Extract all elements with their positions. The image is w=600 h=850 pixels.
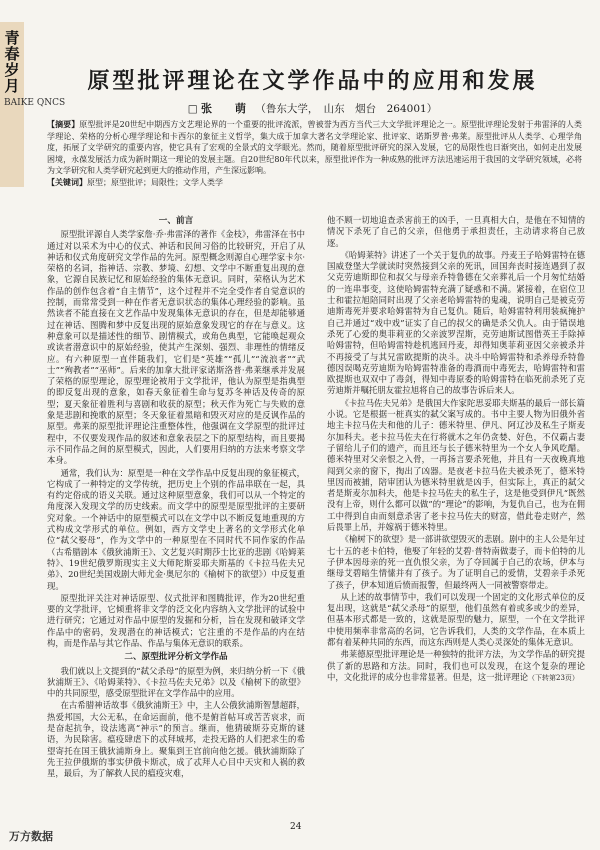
keywords-line: [47, 177, 582, 189]
paragraph: [327, 649, 585, 684]
author-affiliation: （鲁东大学， 山东 烟台 264001）: [255, 103, 438, 115]
section-heading-2: 二、原型批评分析文学作品: [124, 652, 228, 663]
paragraph: 《卡拉马佐夫兄弟》是俄国大作家陀思妥耶夫斯基的最后一部长篇小说。它是根据一桩真实的弑父案写成的。书中主要人物为旧俄外省地主卡拉马佐夫和他的儿子：德米特里、伊凡、阿辽沙及私生子斯麦尔加科夫。老卡拉马佐夫在行将就木之年仍贪婪、好色，不仅霸占妻子留给儿子们的遗产，而且还与长子德米特里为一个女人争风吃醋。德米特里对父亲恨之入骨，一再扬言要杀死他，并且有一天夜晚真地闯到父亲的窗下，掏出了凶器。是夜老卡拉马佐夫被杀死了，德米特里因而被捕，陪审团认为德米特里就是凶手，但实际上，真正的弑父者是斯麦尔加科夫，他是卡拉马佐夫的私生子，这是他受到伊凡“既然没有上帝，则什么都可以做”的“理论”的影响，为复仇自己，也为在佣工中得到自由而刻意杀害了老卡拉马佐夫的财富，借此卷走财产，然后畏罪上吊，并嫁祸于德米特里。: [327, 397, 585, 533]
paper-title: 原型批评理论在文学作品中的应用和发展: [87, 69, 538, 94]
paragraph-text: 弗莱德原型批评理论是一种独特的批评方法，为文学作品的研究提供了新的思路和方法。同时，我们也可以发现，在这个复杂的理论中，文化批评的成分也非常显著。但是，这一批评理论: [327, 649, 585, 682]
paragraph: 他不顾一切地追查杀害前王的凶手，一旦真相大白，是他在不知情的情况下杀死了自己的父亲，但他勇于承担责任，主动请求将自己放逐。: [327, 215, 585, 248]
abstract-label: 【摘要】: [47, 119, 80, 129]
keywords-label: 【关键词】: [47, 176, 87, 187]
left-column: [47, 213, 305, 781]
section-logo-text: BAIKE QNCS: [4, 98, 66, 108]
paragraph: 从上述的故事情节中，我们可以发现一个固定的文化形式单位的反复出现，这就是“弑父杀母”的原型，他们虽然有着或多或少的差异，但基本形式都是一致的，这就是原型的魅力，原型，一个在文学批评中使用频率非常高的名词，它告诉我们，人类的文学作品，在本质上都有着某种共同的东西，而这东西则是人类心灵深处的集体无意识。: [327, 591, 585, 647]
paragraph: 我们就以上文提到的“弑父杀母”的原型为例，来归纳分析一下《俄狄浦斯王》、《哈姆莱特》、《卡拉马佐夫兄弟》以及《榆树下的欲望》中的共同原型，感受原型批评在文学作品中的应用。: [47, 665, 305, 699]
paragraph: 原型批评关注对神话原型、仪式批评和图腾批评，作为20世纪重要的文学批评，它倾重将非文学的泛文化内容纳入文学批评的试验中进行研究；它通过对作品中原型的发掘和分析，旨在发现和破译文学作品中的密码，发现潜在的神话模式；它注重的不是作品的内在结构，而是作品与其它作品、作品与集体无意识的联系。: [47, 592, 305, 648]
continuation-note: （下转第23页）: [528, 673, 579, 682]
paragraph: 通常，我们认为：原型是一种在文学作品中反复出现的象征模式，它构成了一种特定的文学传统，把历史上个别的作品串联在一起，具有约定俗成的语义关联。通过这种原型意象，我们可以从一个特定的角度深入发现文学的历史线索。而文学中的原型是原型批评的主要研究对象。一个神话中的原型模式可以在文学中以不断反复地重现的方式构成文学形式的单位。例如，西方文学史上著名的文学形式化单位“弑父娶母”，作为文学中的一种原型在不同时代不同作家的作品（古希腊剧本《俄狄浦斯王》、文艺复兴时期莎士比亚的悲剧《哈姆莱特》、19世纪俄罗斯现实主义大师陀斯妥耶夫斯基的《卡拉马佐夫兄弟》、20世纪美国戏剧大师尤金·奥尼尔的《榆树下的欲望》）中反复重现。: [47, 467, 305, 591]
page-number: 24: [290, 822, 302, 832]
right-column: [327, 215, 585, 685]
author-marker: □: [187, 103, 198, 115]
author-name: 张 萌: [201, 102, 253, 115]
database-watermark: 万方数据: [9, 830, 53, 843]
keywords-list: 原型；原型批评；局限性；文学人类学: [87, 177, 223, 187]
paragraph: 《哈姆莱特》讲述了一个关于复仇的故事。丹麦王子哈姆雷特在德国威登堡大学就读时突然接到父亲的死讯，回国奔丧时接连遇到了叔父克劳迪斯即位和叔父与母亲乔特鲁德在父亲葬礼后一个月匆忙结婚的一连串事变，这使哈姆雷特充满了疑惑和不满。紧接着，在宿位卫士和霍拉旭陪同时出现了父亲老哈姆雷特的鬼魂，说明自己是被克劳迪斯毒死并要求哈姆雷特为自己复仇。随后，哈姆雷特利用装疯掩护自己并通过“戏中戏”证实了自己的叔父的确是杀父仇人。由于错误地杀死了心爱的奥菲莉亚的父亲波罗涅斯，克劳迪斯试图借英王手除掉哈姆雷特，但哈姆雷特趁机逃回丹麦，却得知奥菲莉亚因父亲被杀并不再接受了与其兄雷欧提斯的决斗。决斗中哈姆雷特和杀养母乔特鲁德因误喝克劳迪斯为哈姆雷特准备的毒酒而中毒死去，哈姆雷特和雷欧提斯也双双中了毒剑，得知中毒原委的哈姆雷特在临死前杀死了克劳迪斯并嘱托朋友霍拉旭将自己的故事告诉后来人。: [327, 249, 585, 396]
abstract-block: [47, 119, 582, 188]
abstract-body: 原型批评是20世纪中期西方文艺理论界的一个重要的批评流派，曾被誉为西方当代三大文学批评理论之一。原型批评理论发射于弗雷泽的人类学理论、荣格的分析心理学理论和卡西尔的象征主义哲学，集大成于加拿大著名文学理论家、批评家、诺斯罗普·弗莱。原型批评从人类学、心理学角度，拓展了文学研究的重要内容，使它具有了宏观的全景式的文学眼光。然而，随着原型批评研究的深入发展，它的局限性也日渐突出，如何走出发展困境，永葆发展活力成为新时期这一理论的发展主题。自20世纪80年代以来，原型批评作为一种成熟的批评方法迅速运用于我国的文学研究领域，必将为文学研究和人类学研究起到更大的推动作用，产生深远影响。: [47, 120, 582, 175]
paragraph: 原型批评源自人类学家詹·乔·弗雷泽的著作《金枝》，弗雷泽在书中通过对以采术为中心的仪式、神话和民间习俗的比较研究，开启了从神话和仪式角度研究文学作品的先河。原型概念则源自心理学家卡尔·荣格的名词，指神话、宗教、梦境、幻想、文学中不断重复出现的意象，它源自民族记忆和原始经验的集体无意识。同时，荣格认为艺术作品的创作包含着“自主情节”，这个过程并不完全受作者自觉意识的控制，而常常受到一种在作者无意识状态的集体心理经验的影响。虽然读者不能直接在文艺作品中发现集体无意识的存在，但是却能够通过在神话、图腾和梦中反复出现的原始意象发现它的存在与意义。这种意象可以是描述性的细节、剧情模式，或角色典型，它能唤起观众或读者潜意识中的原始经验，使其产生深刻、强烈、非理性的情绪反应。有六种原型一直伴随我们，它们是“英雄”“孤儿”“流浪者”“武士”“殉教者”“巫师”。后来的加拿大批评家诺斯洛普·弗莱继承并发展了荣格的原型理论，原型理论被用于文学批评，他认为原型是指典型的即反复出现的意象，如春天象征着生命与复苏冬神话及传奇的原型；夏天象征着胜利与喜剧和收获的原型；秋天作为死亡与失败的意象是悲剧和挽歌的原型；冬天象征着黑暗和毁灭对应的是反讽作品的原型。弗莱的原型批评理论注重整体性，他强调在文学原型的批评过程中，不仅要发现作品的叙述和意象表层之下的原型结构，而且要揭示不同作品之间的原型模式，因此，人们要用归纳的方法来考察文学本身。: [47, 229, 305, 466]
abstract-text: [47, 119, 582, 177]
paragraph: 在古希腊神话故事《俄狄浦斯王》中，主人公俄狄浦斯智慧超群，热爱邦国，大公无私，在命运面前，他不是俯首帖耳或苦苦哀求，而是奋起抗争，设法逃离“神示”的预言。继而，他猜破斯芬克斯的谜语，为民除害。瘟疫肆虐下的忒拜城邦，走投无路的人们把求生的希望寄托在国王俄狄浦斯身上。聚集到王宫前向他乞援。俄狄浦斯除了先王拉伊俄斯的事实伊俄卡斯忒，成了忒拜人心目中天灾和人祸的救星，最后，为了解救人民的瘟疫灾难，: [47, 700, 305, 779]
section-heading-1: 一、前言: [158, 216, 194, 226]
author-line: [40, 100, 585, 116]
section-label: 青春岁月: [4, 29, 20, 95]
paragraph: 《榆树下的欲望》是一部讲欲望毁灭的悲剧。剧中的主人公是年过七十五的老卡伯特，他娶了年轻的艾碧·普特南做妻子，而卡伯特的儿子伊本因母亲的死一直仇恨父亲，为了夺回属于自己的农场，伊本与继母艾碧暗生情愫并有了孩子。为了证明自己的爱情，艾碧亲手杀死了孩子，伊本知道后愤而报警，但最终两人一同被警察带走。: [327, 534, 585, 590]
